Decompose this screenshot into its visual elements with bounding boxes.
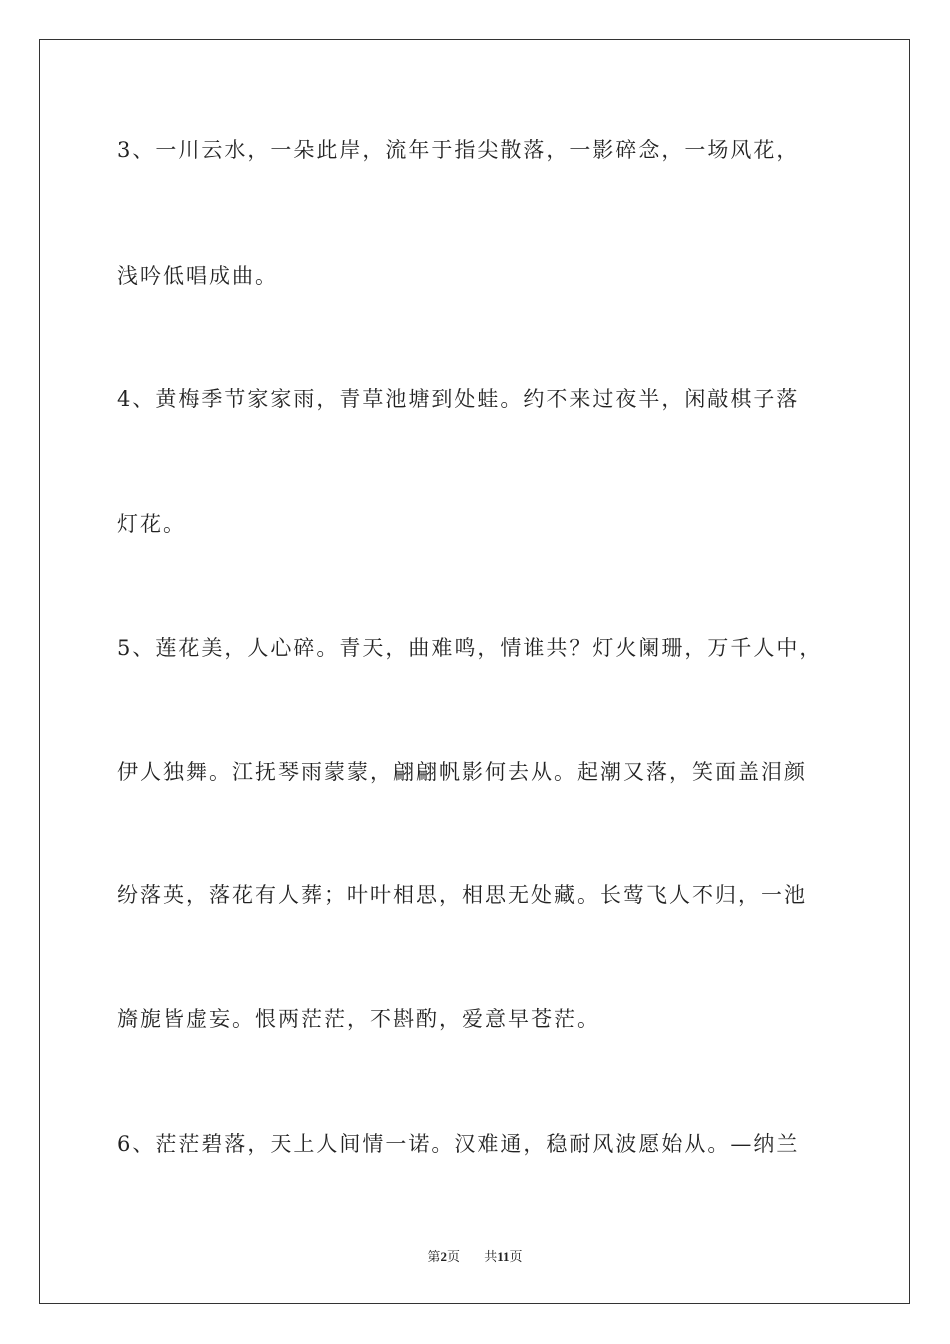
text-line-3: 4、黄梅季节家家雨，青草池塘到处蛙。约不来过夜半，闲敲棋子落	[117, 387, 800, 411]
page-footer	[0, 1248, 950, 1267]
page-indicator	[427, 1248, 460, 1267]
total-suffix: 页	[509, 1250, 523, 1265]
page-suffix: 页	[446, 1250, 460, 1265]
page-frame	[39, 39, 910, 1304]
text-line-7: 纷落英，落花有人葬；叶叶相思，相思无处藏。长莺飞人不归，一池	[117, 883, 807, 907]
total-pages-number: 11	[497, 1249, 510, 1264]
text-line-1: 3、一川云水，一朵此岸，流年于指尖散落，一影碎念，一场风花，	[117, 138, 800, 162]
total-pages-indicator	[484, 1248, 522, 1267]
text-line-5: 5、莲花美，人心碎。青天，曲难鸣，情谁共？灯火阑珊，万千人中，	[117, 636, 823, 660]
text-line-6: 伊人独舞。江抚琴雨蒙蒙，翩翩帆影何去从。起潮又落，笑面盖泪颜	[117, 760, 807, 784]
text-line-2: 浅吟低唱成曲。	[117, 264, 278, 288]
page-prefix: 第	[427, 1250, 441, 1265]
text-line-9: 6、茫茫碧落，天上人间情一诺。汉难通，稳耐风波愿始从。—纳兰	[117, 1132, 800, 1156]
text-line-8: 旖旎皆虚妄。恨两茫茫，不斟酌，爱意早苍茫。	[117, 1007, 600, 1031]
total-prefix: 共	[484, 1250, 498, 1265]
page-number: 2	[440, 1249, 447, 1264]
text-line-4: 灯花。	[117, 512, 186, 536]
